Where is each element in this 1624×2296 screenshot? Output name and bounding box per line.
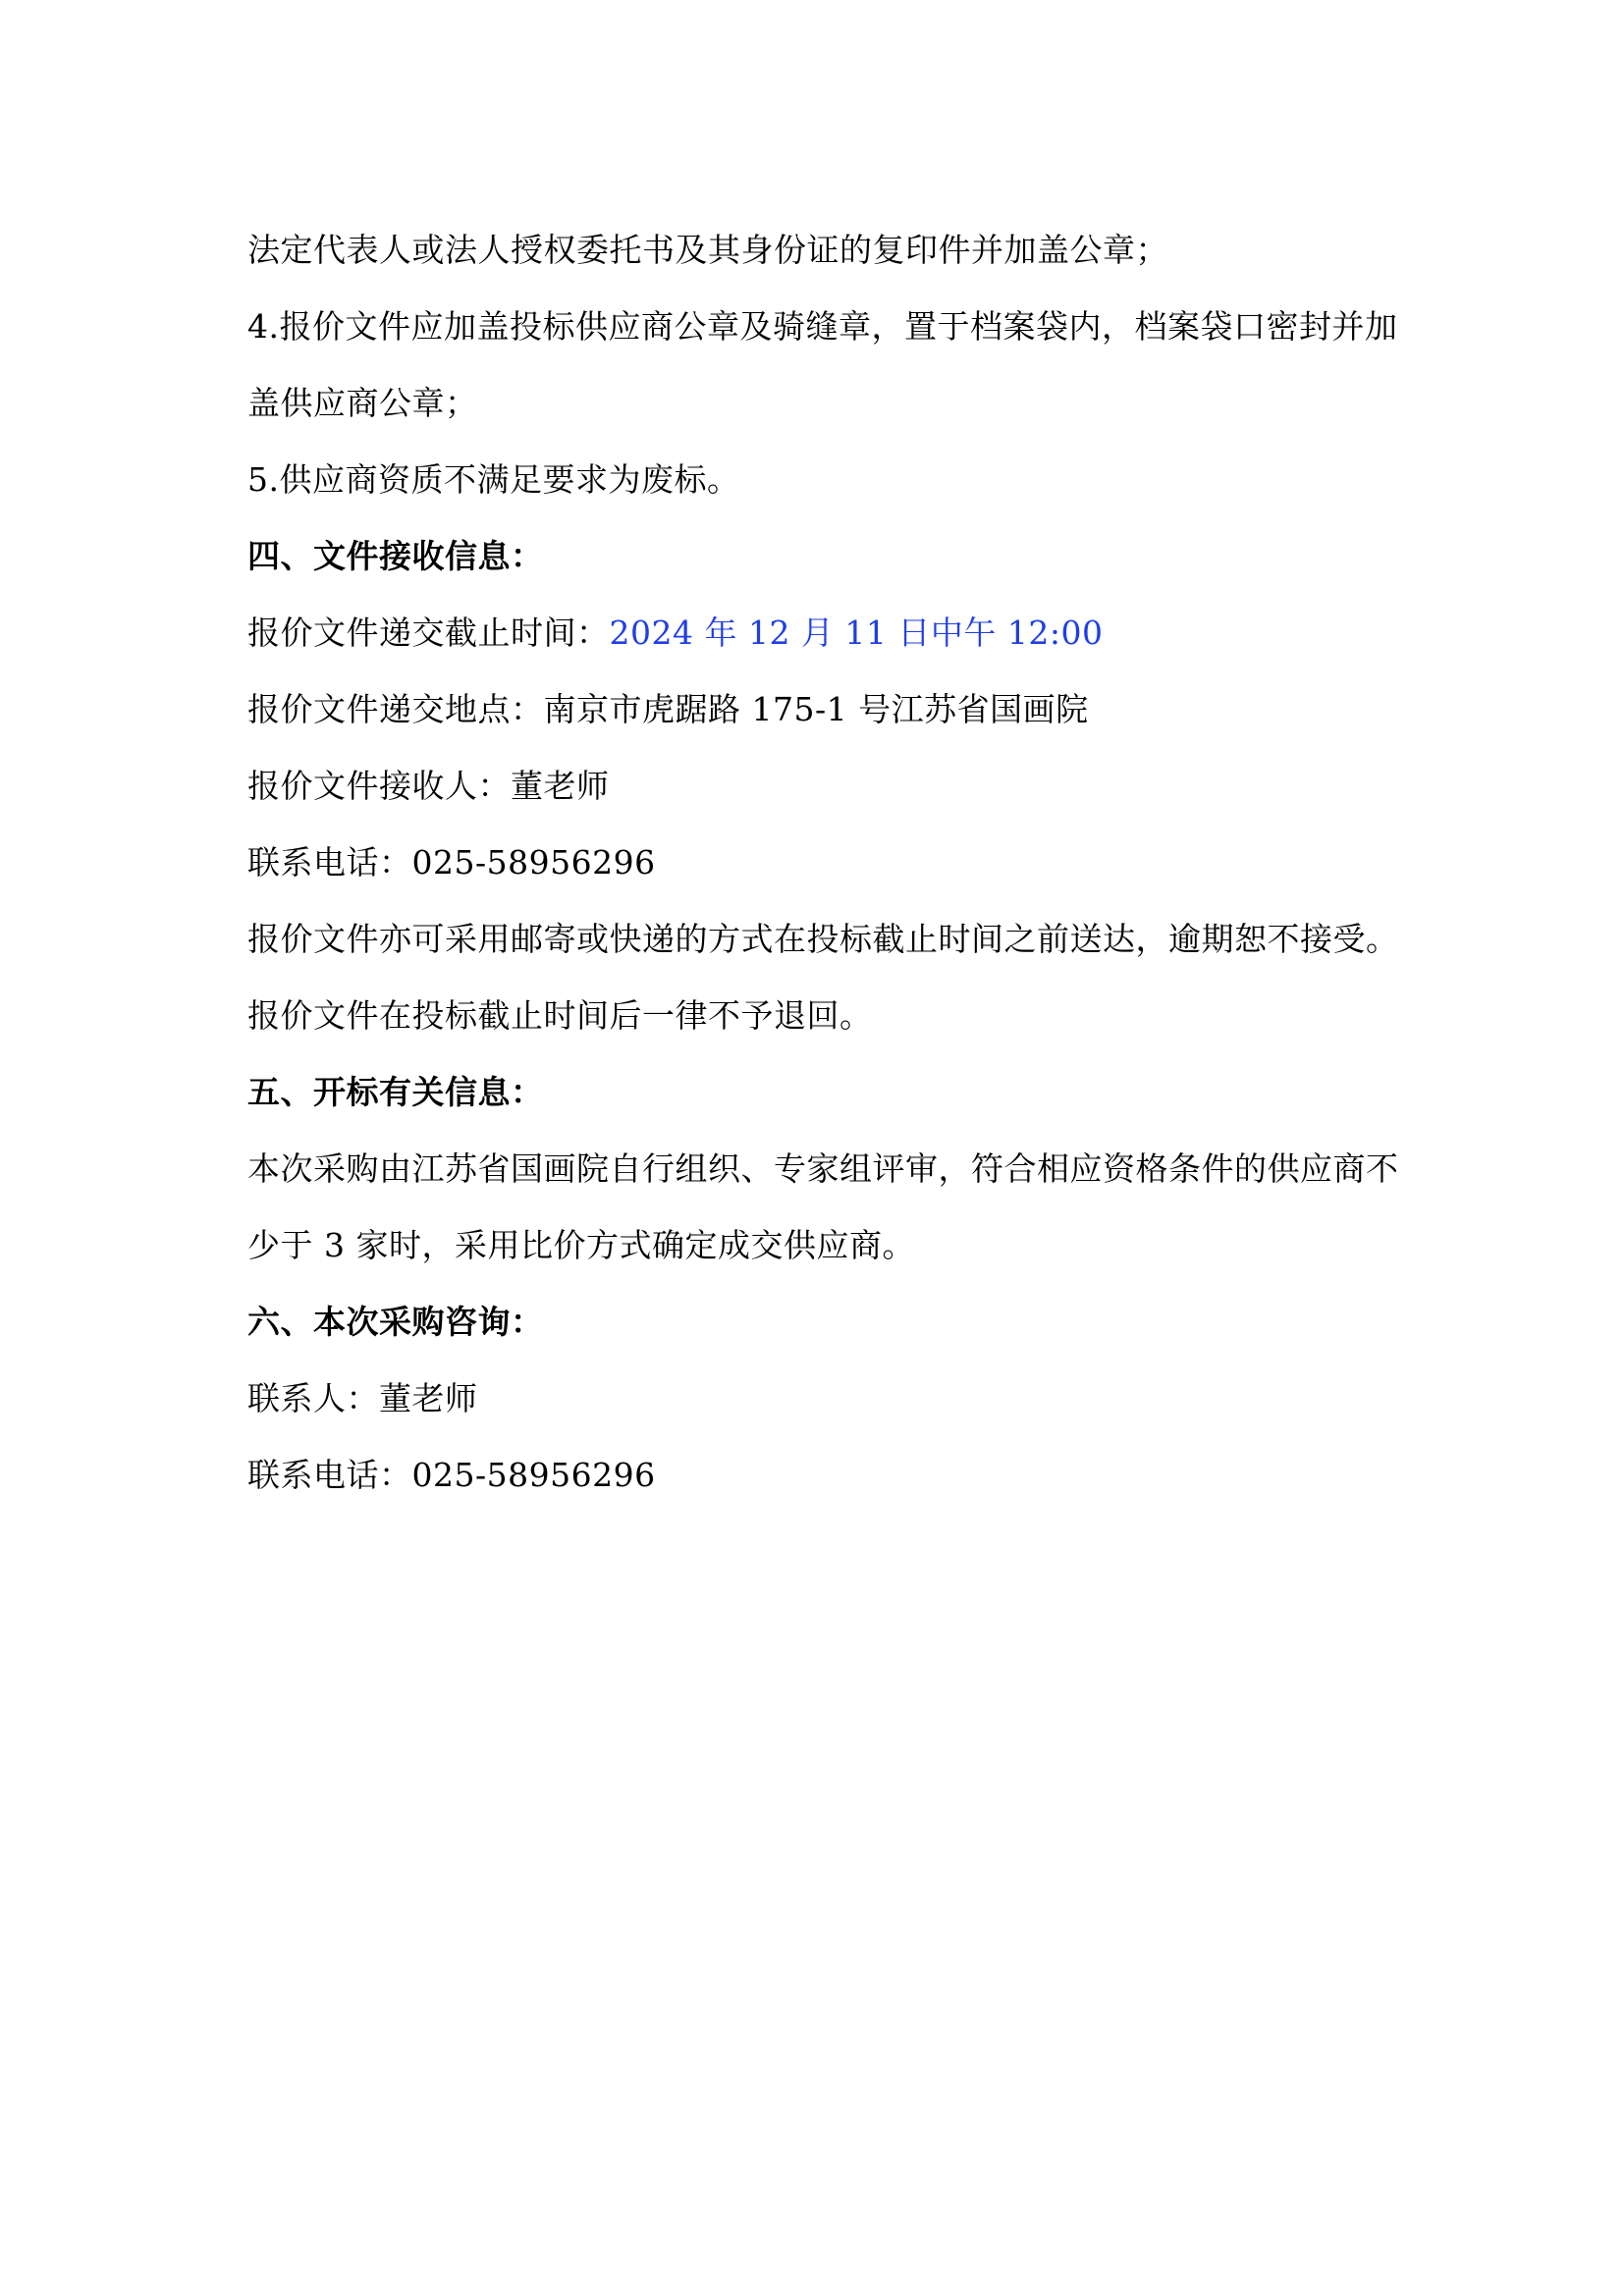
section-5-line-1: 本次采购由江苏省国画院自行组织、专家组评审，符合相应资格条件的供应商不 bbox=[247, 1149, 1399, 1188]
section-4-heading: 四、文件接收信息： bbox=[247, 537, 544, 575]
section-4-phone: 联系电话：025-58956296 bbox=[247, 843, 656, 881]
section-6-heading: 六、本次采购咨询： bbox=[247, 1303, 544, 1341]
receiver-text: 报价文件接收人：董老师 bbox=[247, 767, 610, 805]
section-5-heading: 五、开标有关信息： bbox=[247, 1073, 544, 1111]
item-5-text: 5.供应商资质不满足要求为废标。 bbox=[247, 460, 740, 499]
submission-location: 报价文件递交地点：南京市虎踞路 175-1 号江苏省国画院 bbox=[247, 690, 1089, 728]
section-6-contact: 联系人：董老师 bbox=[247, 1379, 478, 1417]
mail-note-text: 报价文件亦可采用邮寄或快递的方式在投标截止时间之前送达，逾期恕不接受。 bbox=[247, 920, 1399, 958]
item-4-line-2: 盖供应商公章； bbox=[247, 384, 478, 422]
section-5-line-2: 少于 3 家时，采用比价方式确定成交供应商。 bbox=[247, 1226, 915, 1264]
deadline-label: 报价文件递交截止时间： bbox=[247, 614, 610, 652]
item-4-line-1: 4.报价文件应加盖投标供应商公章及骑缝章，置于档案袋内，档案袋口密封并加 bbox=[247, 307, 1398, 346]
qualification-tail-text: 法定代表人或法人授权委托书及其身份证的复印件并加盖公章； bbox=[247, 231, 1168, 269]
deadline-value: 2024 年 12 月 11 日中午 12:00 bbox=[609, 614, 1104, 652]
deadline-line bbox=[247, 608, 1406, 659]
no-return-text: 报价文件在投标截止时间后一律不予退回。 bbox=[247, 996, 873, 1035]
section-6-phone: 联系电话：025-58956296 bbox=[247, 1456, 656, 1494]
